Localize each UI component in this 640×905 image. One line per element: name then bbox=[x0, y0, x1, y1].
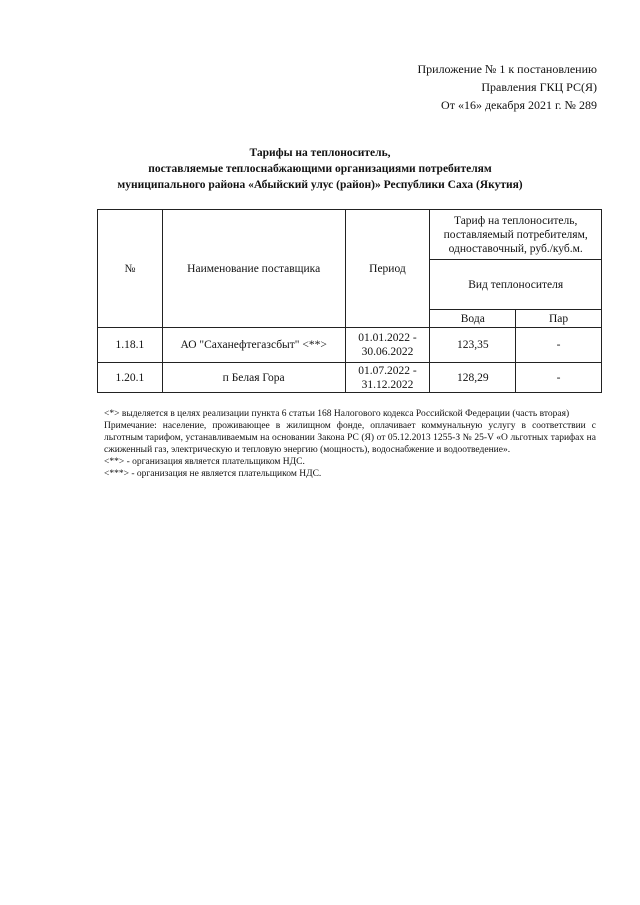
row-supplier: п Белая Гора bbox=[162, 363, 345, 393]
row-water-tariff: 123,35 bbox=[430, 328, 516, 363]
footnote-vat-purpose: <*> выделяется в целях реализации пункта 6 статьи 168 Налогового кодекса Российской Федерации (часть вторая) bbox=[104, 409, 570, 419]
table-row bbox=[98, 363, 602, 393]
appendix-header bbox=[417, 60, 597, 114]
header-carrier-type: Вид теплоносителя bbox=[430, 260, 602, 310]
row-number: 1.18.1 bbox=[98, 328, 163, 363]
appendix-line-1: Приложение № 1 к постановлению bbox=[417, 62, 597, 76]
row-period bbox=[345, 328, 430, 363]
row-steam-tariff: - bbox=[516, 363, 602, 393]
appendix-line-3: От «16» декабря 2021 г. № 289 bbox=[441, 98, 597, 112]
footnote-remark: Примечание: население, проживающее в жилищном фонде, оплачивает коммунальную услугу в соответствии с льготным тарифом, устанавливаемым на основании Закона РС (Я) от 05.12.2013 1255-З № 25-V «О льготных тарифах на сжиженный газ, электрическую и тепловую энергию (мощность), водоснабжение и водоотведение». bbox=[104, 421, 596, 455]
title-line-3: муниципального района «Абыйский улус (район)» Республики Саха (Якутия) bbox=[117, 179, 523, 191]
period-end: 30.06.2022 bbox=[361, 346, 414, 358]
row-steam-tariff: - bbox=[516, 328, 602, 363]
appendix-line-2: Правления ГКЦ РС(Я) bbox=[481, 80, 597, 94]
row-supplier: АО "Саханефтегазсбыт" <**> bbox=[162, 328, 345, 363]
title-line-2: поставляемые теплоснабжающими организациями потребителям bbox=[148, 163, 492, 175]
document-title bbox=[0, 145, 640, 193]
footnote-vat-payer: <**> - организация является плательщиком НДС. bbox=[104, 457, 305, 467]
header-period: Период bbox=[345, 210, 430, 328]
header-supplier: Наименование поставщика bbox=[162, 210, 345, 328]
footnote-non-vat-payer: <***> - организация не является плательщиком НДС. bbox=[104, 469, 322, 479]
tariff-table bbox=[97, 209, 602, 393]
row-number: 1.20.1 bbox=[98, 363, 163, 393]
row-period bbox=[345, 363, 430, 393]
header-water: Вода bbox=[430, 310, 516, 328]
footnotes bbox=[104, 408, 596, 480]
period-start: 01.01.2022 - bbox=[358, 332, 417, 344]
header-number: № bbox=[98, 210, 163, 328]
title-line-1: Тарифы на теплоноситель, bbox=[249, 147, 391, 159]
period-end: 31.12.2022 bbox=[361, 378, 414, 391]
period-start: 01.07.2022 - bbox=[358, 364, 417, 377]
header-steam: Пар bbox=[516, 310, 602, 328]
table-row bbox=[98, 328, 602, 363]
row-water-tariff: 128,29 bbox=[430, 363, 516, 393]
header-tariff: Тариф на теплоноситель, поставляемый потребителям, одноставочный, руб./куб.м. bbox=[430, 210, 602, 260]
